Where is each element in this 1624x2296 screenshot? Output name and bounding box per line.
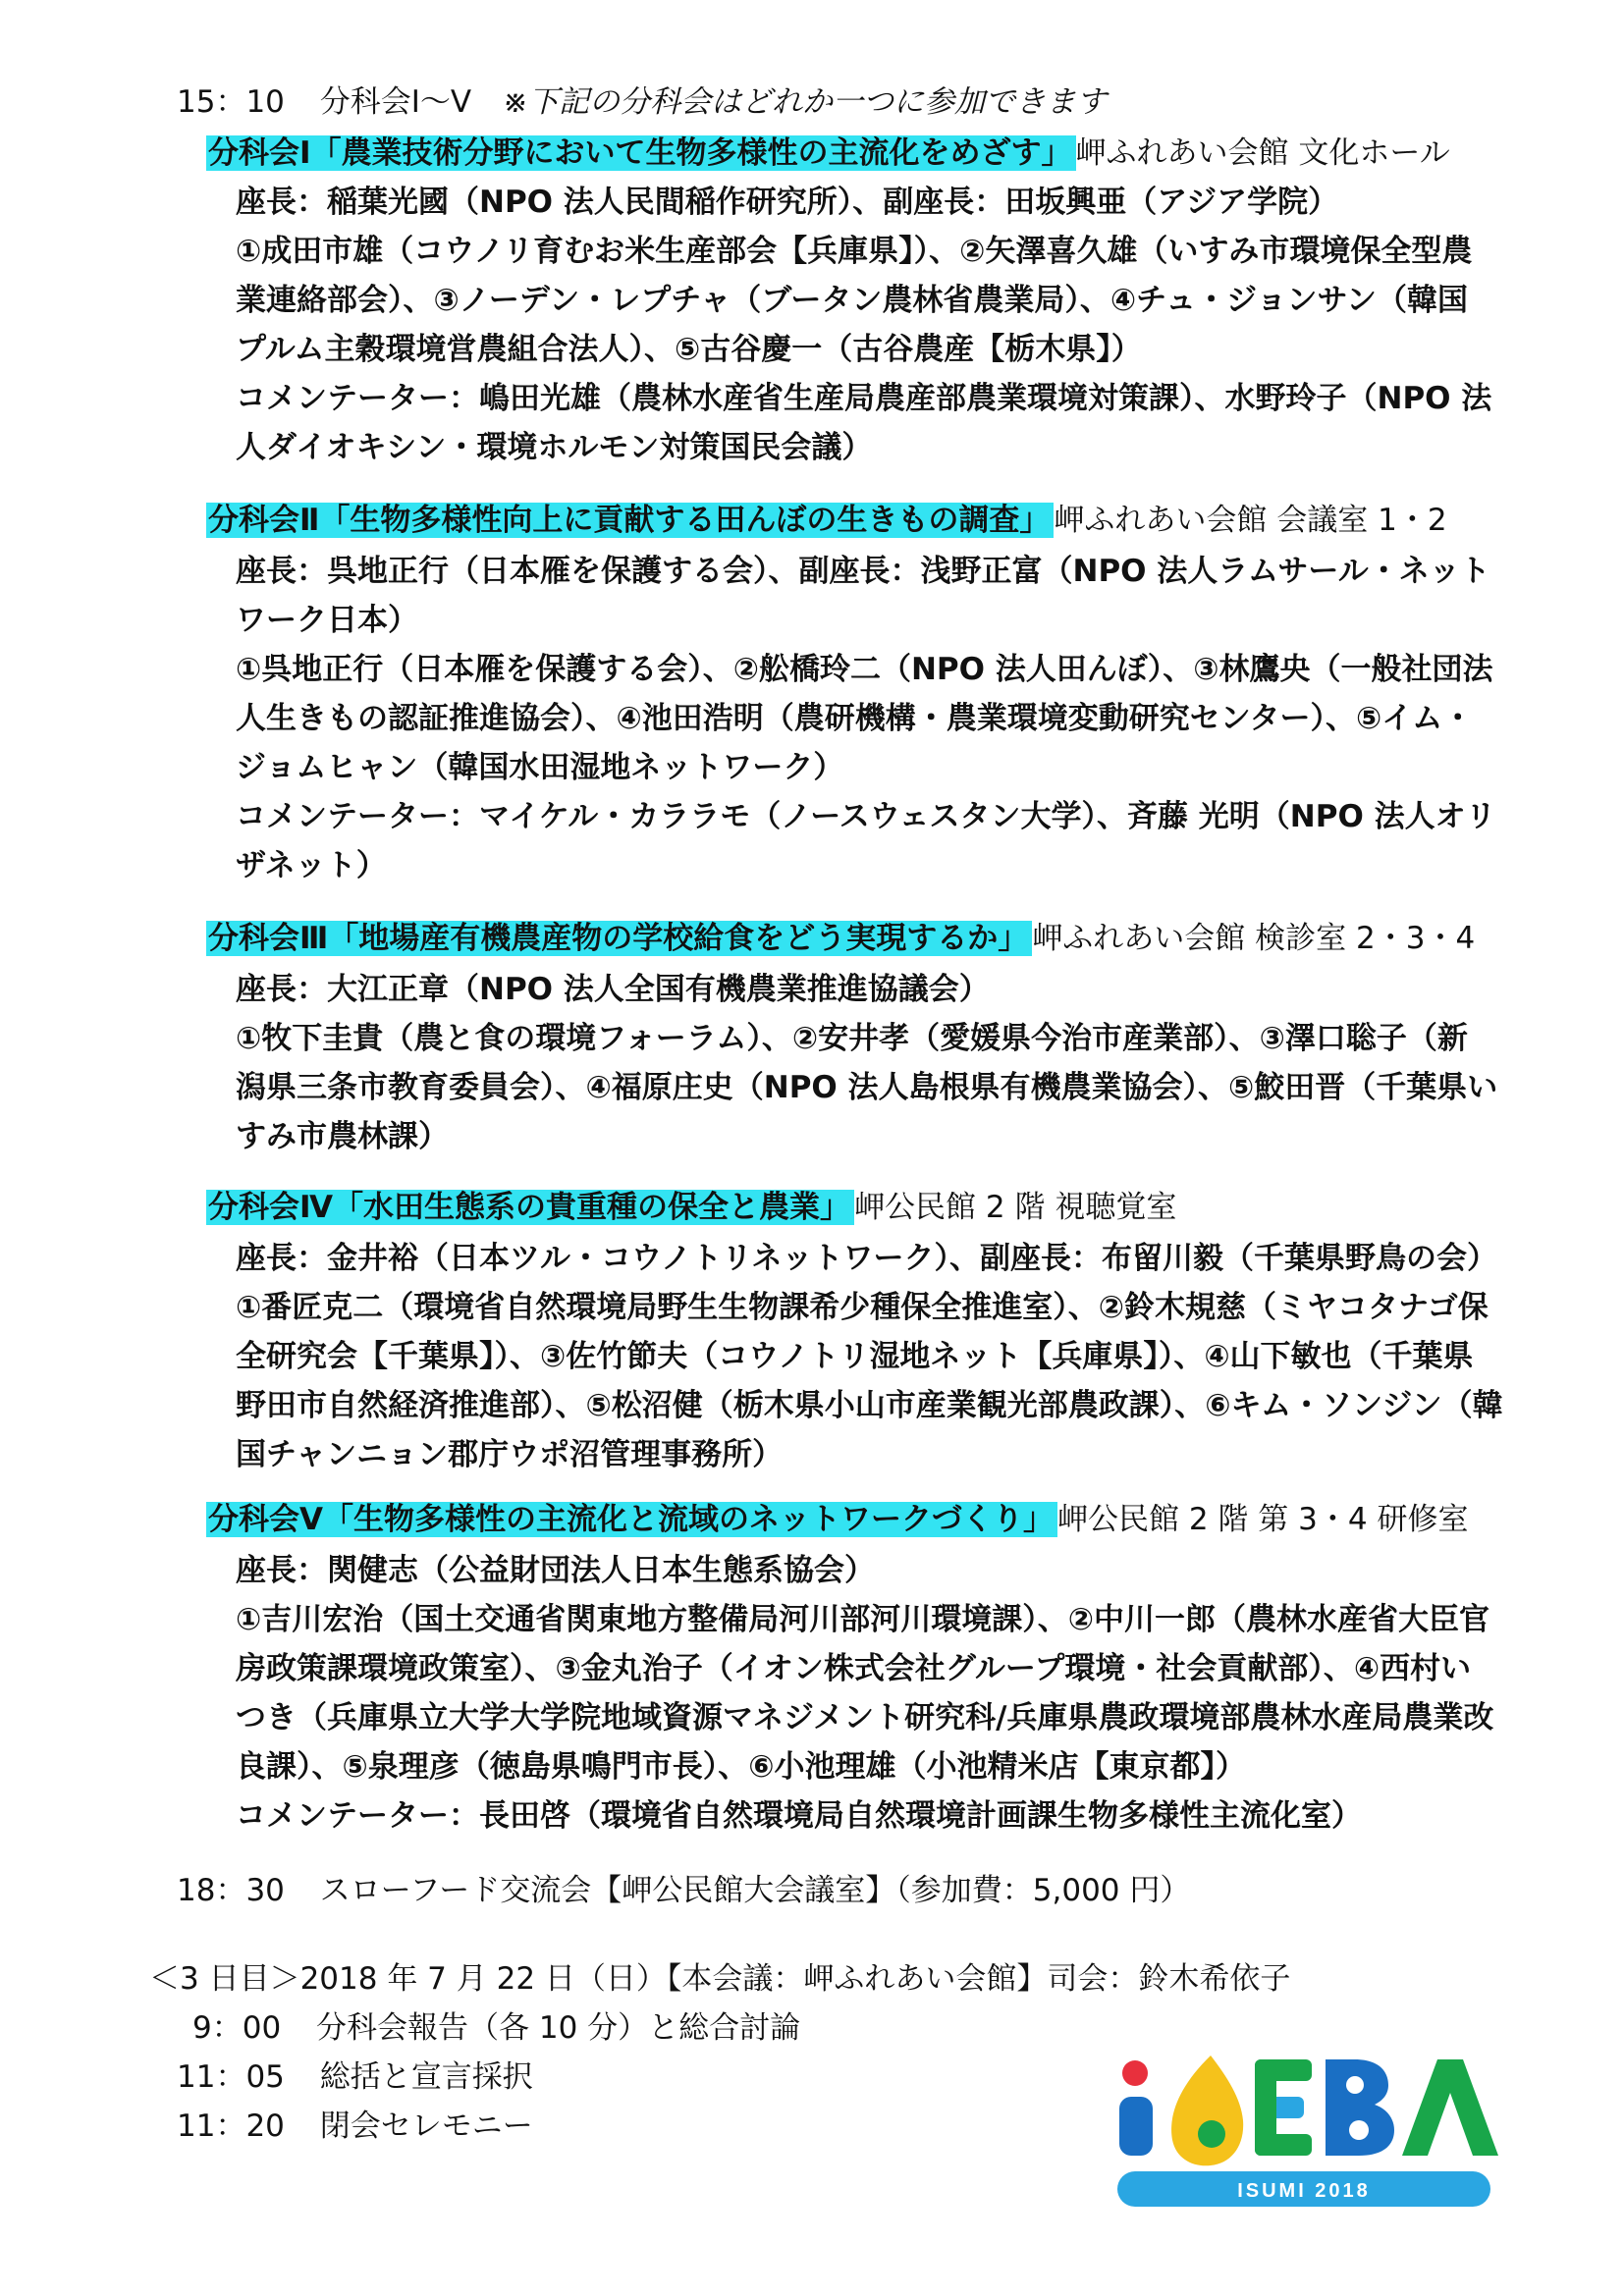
session-2-line: コメンテーター：マイケル・カララモ（ノースウェスタン大学）、斉藤 光明（NPO 法人オリ [236, 799, 1496, 834]
session-3-title: 分科会Ⅲ「地場産有機農産物の学校給食をどう実現するか」 [206, 921, 1032, 956]
session-4-heading [206, 1188, 1176, 1227]
session-3-line: ①牧下圭貴（農と食の環境フォーラム）、②安井孝（愛媛県今治市産業部）、③澤口聡子（新 [236, 1021, 1468, 1056]
day3-item-text: 閉会セレモニー [319, 2109, 533, 2144]
day3-item-time: 11：20 [177, 2109, 285, 2144]
session-3-line: すみ市農林課） [236, 1119, 449, 1154]
session-1-line: プルム主穀環境営農組合法人）、⑤古谷慶一（古谷農産【栃木県】） [236, 332, 1142, 367]
session-1-line: コメンテーター：嶋田光雄（農林水産省生産局農産部農業環境対策課）、水野玲子（NPO 法 [236, 381, 1492, 416]
session-1-venue: 岬ふれあい会館 文化ホール [1075, 135, 1450, 171]
session-5-line: 座長：関健志（公益財団法人日本生態系協会） [236, 1553, 875, 1588]
session-2-heading [206, 501, 1447, 540]
logo-letter-o [1171, 2056, 1243, 2165]
session-1-heading [206, 133, 1450, 173]
logo-letter-i [1119, 2060, 1153, 2156]
session-5-line: つき（兵庫県立大学大学院地域資源マネジメント研究科/兵庫県農政環境部農林水産局農業改 [236, 1700, 1494, 1735]
evening-time: 18：30 [177, 1873, 285, 1908]
session-5-line: 房政策課環境政策室）、③金丸治子（イオン株式会社グループ環境・社会貢献部）、④西村い [236, 1651, 1472, 1686]
session-5-heading [206, 1500, 1468, 1539]
session-1-line: 座長：稲葉光國（NPO 法人民間稲作研究所）、副座長：田坂興亜（アジア学院） [236, 185, 1339, 220]
session-4-line: 全研究会【千葉県】）、③佐竹節夫（コウノトリ湿地ネット【兵庫県】）、④山下敏也（千葉県 [236, 1339, 1474, 1374]
session-3-line: 潟県三条市教育委員会）、④福原庄史（NPO 法人島根県有機農業協会）、⑤鮫田晋（千葉県い [236, 1070, 1498, 1105]
day3-item [177, 2057, 533, 2097]
day3-item [177, 2107, 533, 2146]
logo-caption: ISUMI 2018 [1237, 2180, 1371, 2202]
day3-item [192, 2008, 800, 2048]
session-5-venue: 岬公民館 2 階 第 3・4 研修室 [1057, 1502, 1469, 1537]
session-5-line: 良課）、⑤泉理彦（徳島県鳴門市長）、⑥小池理雄（小池精米店【東京都】） [236, 1749, 1246, 1785]
logo-letter-e [1255, 2059, 1312, 2156]
session-1-line: 業連絡部会）、③ノーデン・レプチャ（ブータン農林省農業局）、④チュ・ジョンサン（韓国 [236, 283, 1468, 318]
session-2-venue: 岬ふれあい会館 会議室 1・2 [1054, 503, 1447, 538]
session-2-title: 分科会Ⅱ「生物多様性向上に貢献する田んぼの生きもの調査」 [206, 503, 1054, 538]
day3-item-text: 分科会報告（各 10 分）と総合討論 [316, 2010, 801, 2046]
header-time: 15：10 [177, 84, 285, 120]
session-3-line: 座長：大江正章（NPO 法人全国有機農業推進協議会） [236, 972, 990, 1007]
session-5-line: コメンテーター：長田啓（環境省自然環境局自然環境計画課生物多様性主流化室） [236, 1798, 1362, 1834]
session-4-line: 国チャンニョン郡庁ウポ沼管理事務所） [236, 1437, 784, 1472]
day3-item-time: 11：05 [177, 2059, 285, 2095]
session-4-venue: 岬公民館 2 階 視聴覚室 [854, 1190, 1177, 1225]
day3-item-time: 9：00 [192, 2010, 282, 2046]
session-1-title: 分科会Ⅰ「農業技術分野において生物多様性の主流化をめざす」 [206, 135, 1076, 171]
session-1-line: ①成田市雄（コウノリ育むお米生産部会【兵庫県】）、②矢澤喜久雄（いすみ市環境保全型農 [236, 234, 1473, 269]
session-2-line: ザネット） [236, 848, 387, 883]
session-2-line: 人生きもの認証推進協会）、④池田浩明（農研機構・農業環境変動研究センター）、⑤イム・ [236, 701, 1474, 736]
session-5-title: 分科会Ⅴ「生物多様性の主流化と流域のネットワークづくり」 [206, 1502, 1057, 1537]
evening-line [177, 1871, 1190, 1910]
day3-item-text: 総括と宣言採択 [319, 2059, 533, 2095]
session-2-line: ジョムヒャン（韓国水田湿地ネットワーク） [236, 750, 844, 785]
session-3-venue: 岬ふれあい会館 検診室 2・3・4 [1032, 921, 1476, 956]
session-4-line: ①番匠克二（環境省自然環境局野生生物課希少種保全推進室）、②鈴木規慈（ミヤコタナゴ保 [236, 1290, 1489, 1325]
header-note: ※下記の分科会はどれか一つに参加できます [502, 84, 1107, 120]
day3-heading: ＜3 日目＞2018 年 7 月 22 日（日）【本会議：岬ふれあい会館】司会：鈴木希依子 [149, 1961, 1291, 1997]
header-line [177, 82, 1107, 122]
logo-letter-b [1326, 2059, 1394, 2156]
session-1-line: 人ダイオキシン・環境ホルモン対策国民会議） [236, 430, 873, 465]
logo-letter-a [1402, 2059, 1498, 2156]
session-2-line: ワーク日本） [236, 603, 418, 638]
session-4-line: 野田市自然経済推進部）、⑤松沼健（栃木県小山市産業観光部農政課）、⑥キム・ソンジン（韓 [236, 1388, 1503, 1423]
session-3-heading [206, 919, 1475, 958]
session-4-line: 座長：金井裕（日本ツル・コウノトリネットワーク）、副座長：布留川毅（千葉県野鳥の会） [236, 1241, 1497, 1276]
session-2-line: ①呉地正行（日本雁を保護する会）、②舩橋玲二（NPO 法人田んぼ）、③林鷹央（一般社団法 [236, 652, 1493, 687]
header-label: 分科会Ⅰ～Ⅴ [319, 84, 472, 120]
session-2-line: 座長：呉地正行（日本雁を保護する会）、副座長：浅野正富（NPO 法人ラムサール・ネット [236, 554, 1490, 589]
session-4-title: 分科会Ⅳ「水田生態系の貴重種の保全と農業」 [206, 1190, 854, 1225]
iseba-logo [1108, 2050, 1500, 2216]
session-5-line: ①吉川宏治（国土交通省関東地方整備局河川部河川環境課）、②中川一郎（農林水産省大臣官 [236, 1602, 1489, 1637]
evening-text: スローフード交流会【岬公民館大会議室】（参加費：5,000 円） [319, 1873, 1191, 1908]
